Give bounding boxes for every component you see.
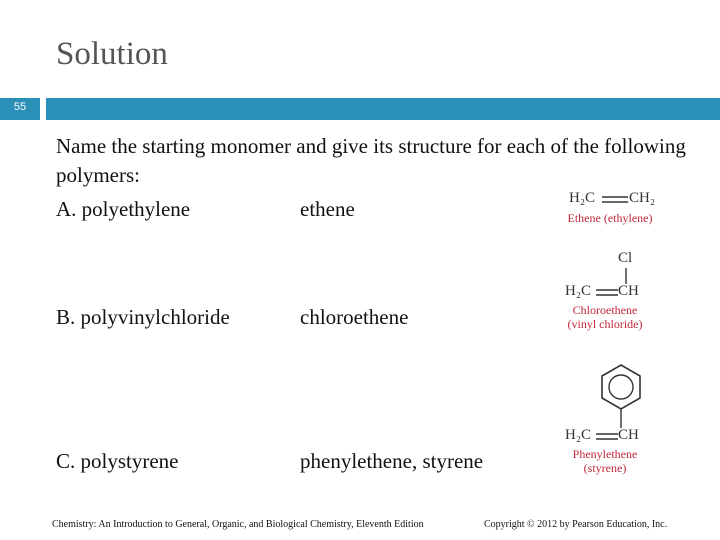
ethene-right-group: CH₂ — [629, 190, 656, 206]
polymer-b: B. polyvinylchloride — [56, 305, 230, 329]
chloroethene-left-group: H₂C — [565, 283, 592, 299]
single-bond-icon — [624, 268, 628, 284]
double-bond-icon — [596, 287, 618, 299]
styrene-left-group: H₂C — [565, 427, 592, 443]
styrene-caption-1: Phenylethene — [572, 447, 638, 461]
chloroethene-right-group: CH — [618, 283, 639, 299]
slide-title: Solution — [56, 36, 168, 72]
question-text: Name the starting monomer and give its structure for each of the following polymers: — [56, 134, 686, 187]
double-bond-icon — [596, 431, 618, 443]
chloroethene-caption-1: Chloroethene — [572, 303, 638, 317]
ethene-structure — [555, 188, 665, 230]
ethene-left-group: H₂C — [569, 190, 596, 206]
styrene-right-group: CH — [618, 427, 639, 443]
polymer-c: C. polystyrene — [56, 449, 179, 473]
slide-number: 55 — [13, 101, 27, 113]
polymer-a: A. polyethylene — [56, 197, 191, 221]
footer-copyright: Copyright © 2012 by Pearson Education, Inc. — [484, 519, 668, 530]
monomer-b: chloroethene — [300, 305, 409, 329]
chloroethene-structure — [555, 250, 665, 336]
monomer-a: ethene — [300, 197, 355, 221]
ethene-caption: Ethene (ethylene) — [567, 211, 653, 225]
styrene-caption-2: (styrene) — [583, 461, 627, 475]
footer-source: Chemistry: An Introduction to General, Organic, and Biological Chemistry, Eleventh Edition — [52, 519, 424, 530]
styrene-structure — [555, 362, 665, 482]
benzene-ring-icon — [597, 362, 645, 430]
chlorine-substituent: Cl — [618, 250, 633, 266]
chloroethene-caption-2: (vinyl chloride) — [567, 317, 643, 331]
title-bar-divider — [46, 98, 720, 120]
double-bond-icon — [602, 194, 628, 206]
monomer-c: phenylethene, styrene — [300, 449, 484, 473]
